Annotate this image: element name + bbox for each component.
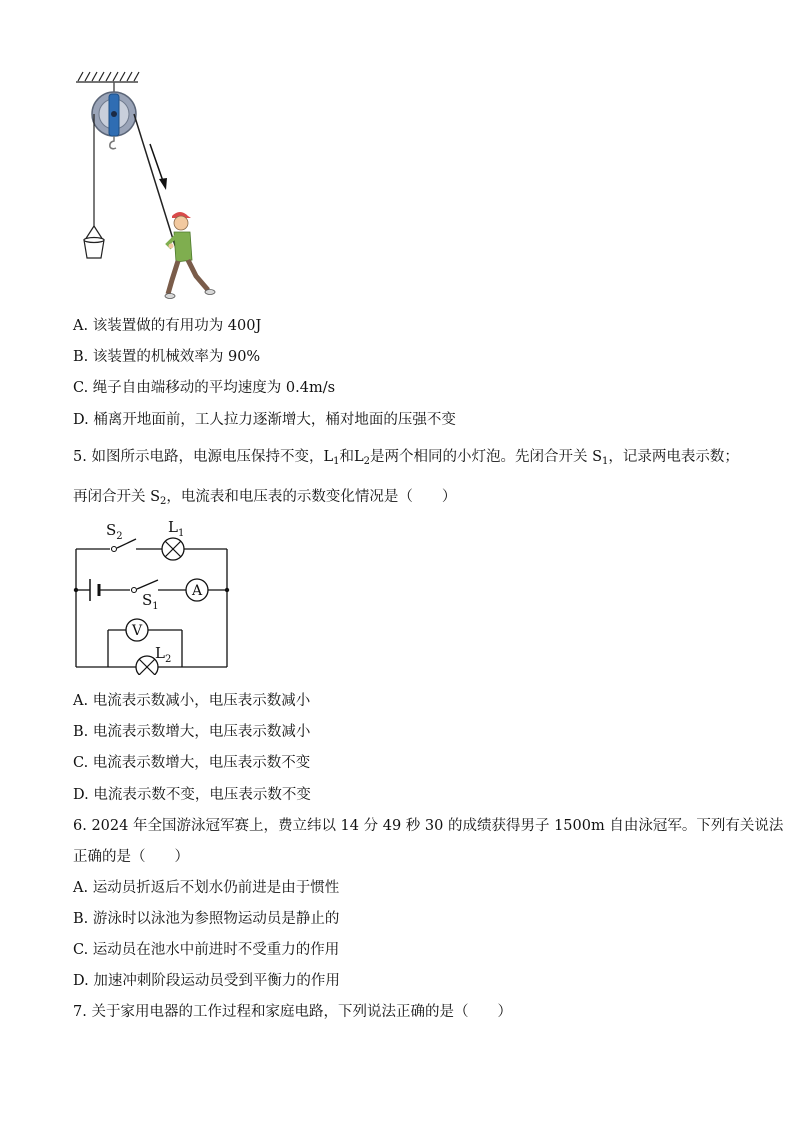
q5-stem-line2 bbox=[73, 487, 456, 512]
option-text: 桶离开地面前，工人拉力逐渐增大，桶对地面的压强不变 bbox=[93, 412, 456, 428]
l2-symbol: L bbox=[353, 449, 364, 465]
q4-option-d bbox=[73, 410, 456, 430]
q6-option-b bbox=[73, 909, 339, 929]
pulley-worker-figure bbox=[72, 68, 232, 303]
ceiling-hatch bbox=[76, 72, 139, 82]
q6-stem-line1: 6. 2024 年全国游泳冠军赛上，费立纬以 14 分 49 秒 30 的成绩获得男子 1500m 自由泳冠军。下列有关说法 bbox=[73, 818, 784, 834]
l1-label: $L_1$ bbox=[168, 518, 185, 539]
l2-label: $L_2$ bbox=[155, 644, 172, 665]
option-text: 运动员折返后不划水仍前进是由于惯性 bbox=[92, 880, 340, 896]
option-text: 该装置做的有用功为 400J bbox=[92, 318, 262, 334]
option-text: 绳子自由端移动的平均速度为 0.4m/s bbox=[92, 380, 336, 396]
q4-option-c bbox=[73, 378, 335, 398]
option-letter: B. bbox=[73, 724, 89, 740]
q6-option-c bbox=[73, 940, 339, 960]
option-letter: C. bbox=[73, 380, 89, 396]
q4-option-b bbox=[73, 347, 260, 367]
s1-label: $S_1$ bbox=[142, 591, 159, 612]
q6-option-a bbox=[73, 878, 339, 898]
option-text: 该装置的机械效率为 90% bbox=[92, 349, 261, 365]
option-text: 电流表示数增大，电压表示数不变 bbox=[92, 755, 311, 771]
q5-option-a bbox=[73, 691, 310, 711]
lamp-l1 bbox=[162, 538, 184, 560]
s2-symbol: S bbox=[150, 489, 161, 505]
l2-subscript: 2 bbox=[363, 456, 370, 467]
option-text: 加速冲刺阶段运动员受到平衡力的作用 bbox=[93, 973, 340, 989]
option-text: 电流表示数不变，电压表示数不变 bbox=[93, 787, 311, 803]
q5-text: 5. 如图所示电路，电源电压保持不变， bbox=[73, 449, 324, 465]
q5-stem-line1 bbox=[73, 447, 739, 472]
s1-symbol: S bbox=[592, 449, 603, 465]
q5-text: 再闭合开关 bbox=[73, 489, 151, 505]
option-letter: B. bbox=[73, 911, 89, 927]
option-letter: C. bbox=[73, 755, 89, 771]
q5-and: 和 bbox=[339, 449, 354, 465]
s2-label: $S_2$ bbox=[106, 521, 123, 542]
ammeter-label: A bbox=[191, 583, 203, 599]
battery-symbol bbox=[90, 579, 99, 601]
q5-text: ，电流表和电压表的示数变化情况是（ ） bbox=[166, 489, 457, 505]
q4-option-a bbox=[73, 316, 261, 336]
q5-text: 是两个相同的小灯泡。先闭合开关 bbox=[369, 449, 593, 465]
circuit-diagram bbox=[70, 515, 240, 675]
option-text: 运动员在池水中前进时不受重力的作用 bbox=[92, 942, 340, 958]
option-letter: A. bbox=[73, 693, 89, 709]
option-letter: A. bbox=[73, 318, 89, 334]
worker-figure bbox=[165, 212, 215, 299]
voltmeter bbox=[126, 619, 148, 641]
q6-option-d bbox=[73, 971, 340, 991]
bucket bbox=[84, 226, 104, 258]
q5-option-b bbox=[73, 722, 310, 742]
option-letter: A. bbox=[73, 880, 89, 896]
q7-stem-line1: 7. 关于家用电器的工作过程和家庭电路，下列说法正确的是（ ） bbox=[73, 1004, 512, 1020]
voltmeter-label: V bbox=[131, 623, 143, 639]
option-letter: B. bbox=[73, 349, 89, 365]
pull-direction-arrow bbox=[150, 144, 167, 190]
s2-subscript: 2 bbox=[160, 496, 167, 507]
q5-text: ，记录两电表示数； bbox=[608, 449, 739, 465]
l1-symbol: L bbox=[323, 449, 334, 465]
q5-option-c bbox=[73, 753, 310, 773]
s1-subscript: 1 bbox=[602, 456, 609, 467]
l1-subscript: 1 bbox=[333, 456, 340, 467]
option-letter: D. bbox=[73, 973, 89, 989]
option-text: 电流表示数增大，电压表示数减小 bbox=[92, 724, 311, 740]
option-text: 游泳时以泳池为参照物运动员是静止的 bbox=[92, 911, 340, 927]
q5-option-d bbox=[73, 785, 311, 805]
option-letter: D. bbox=[73, 412, 89, 428]
option-letter: C. bbox=[73, 942, 89, 958]
ammeter bbox=[186, 579, 208, 601]
option-text: 电流表示数减小，电压表示数减小 bbox=[92, 693, 311, 709]
q6-stem-line2: 正确的是（ ） bbox=[73, 849, 189, 865]
pulley-wheel bbox=[92, 92, 136, 136]
option-letter: D. bbox=[73, 787, 89, 803]
